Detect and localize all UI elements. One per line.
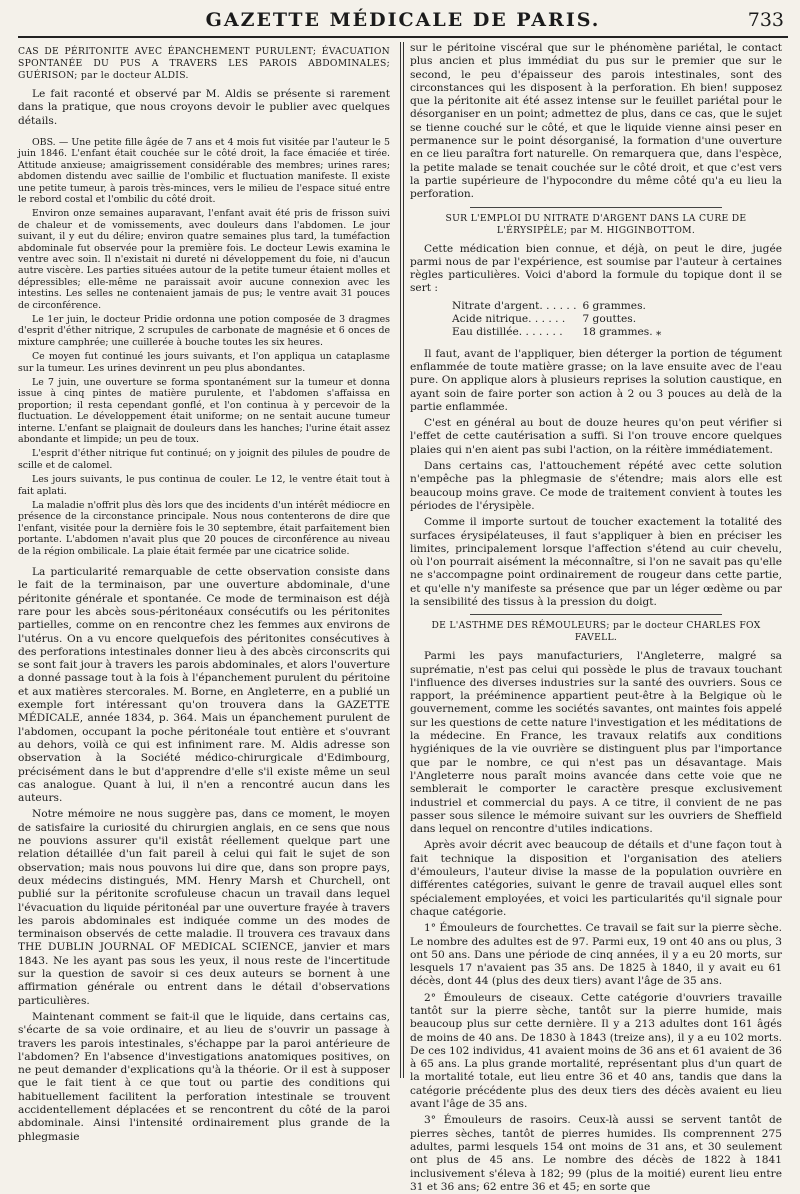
formula-row [452,326,667,339]
article-heading-peritonite: CAS DE PÉRITONITE AVEC ÉPANCHEMENT PURULENT; ÉVACUATION SPONTANÉE DU PUS A TRAVERS LES PAROIS ABDOMINALES; GUÉRISON; par le docteur ALDIS. [18,46,390,81]
body-paragraph-1: La particularité remarquable de cette observation consiste dans le fait de la terminaison, par une ouverture abdominale, d'une péritonite générale et spontanée. Ce mode de terminaison est déjà rare pour les abcès sous-péritonéaux consécutifs ou les péritonites partielles, comme on en rencontre chez les femmes aux environs de l'utérus. On a vu encore quelquefois des péritonites consécutives à des perforations intestinales donner lieu à des abcès circonscrits qui se sont fait jour à travers les parois abdominales, et alors l'ouverture a donné passage tout à la fois à l'épanchement purulent du péritoine et aux matières stercorales. M. Borne, en Angleterre, en a publié un exemple fort intéressant qu'on trouvera dans la GAZETTE MÉDICALE, année 1834, p. 364. Mais un épanchement purulent de l'abdomen, occupant la poche péritonéale tout entière et s'ouvrant au dehors, voilà ce qui est infiniment rare. M. Aldis adresse son observation à la Société médico-chirurgicale d'Edimbourg, précisément dans le but d'apprendre d'elle s'il existe même un seul cas analogue. Quant à lui, il n'en a rencontré aucun dans les auteurs. [18,566,390,805]
journal-title: GAZETTE MÉDICALE DE PARIS. [205,9,601,31]
left-column [18,42,390,1143]
erysipele-paragraph-3: Dans certains cas, l'attouchement répété avec cette solution n'empêche pas la phlegmasie de s'étendre; mais alors elle est beaucoup moins grave. Ce mode de traitement convient à toutes les périodes de l'érysipèle. [410,460,782,512]
erysipele-intro: Cette médication bien connue, et déjà, on peut le dire, jugée parmi nous de par l'expérience, est soumise par l'auteur à certaines règles particulières. Voici d'abord la formule du topique dont il se sert : [410,242,782,295]
section-rule [470,207,722,208]
obs-paragraph-6: L'esprit d'éther nitrique fut continué; on y joignit des pilules de poudre de scille et de calomel. [18,448,390,471]
asthme-paragraph-5: 3° Émouleurs de rasoirs. Ceux-là aussi se servent tantôt de pierres sèches, tantôt de pierres humides. Ils comprennent 275 adultes, parmi lesquels 154 ont moins de 31 ans, et 30 seulement ont plus de 45 ans. Le nombre des décès de 1822 à 1841 inclusivement s'éleva à 182; 99 (plus de la moitié) eurent lieu entre 31 et 36 ans; 62 entre 36 et 45; en sorte que [410,1114,782,1193]
formula-quantity: 18 grammes. ⁎ [582,326,662,339]
obs-paragraph-7: Les jours suivants, le pus continua de couler. Le 12, le ventre était tout à fait aplati. [18,474,390,497]
body-paragraph-3: Maintenant comment se fait-il que le liquide, dans certains cas, s'écarte de sa voie ordinaire, et au lieu de s'ouvrir un passage à travers les parois intestinales, s'échappe par la paroi antérieure de l'abdomen? En l'absence d'investigations anatomiques positives, on ne peut demander d'explications qu'à la théorie. Or il est à supposer que le fait tient à ce que tout ou partie des conditions qui habituellement facilitent la perforation intestinale se trouvent accidentellement déplacées et se rencontrent du côté de la paroi abdominale. Ainsi l'intensité ordinairement plus grande de la phlegmasie [18,1010,390,1143]
asthme-paragraph-3: 1° Émouleurs de fourchettes. Ce travail se fait sur la pierre sèche. Le nombre des adultes est de 97. Parmi eux, 19 ont 40 ans ou plus, 3 ont 50 ans. Dans une période de cinq années, il y a eu 20 morts, sur lesquels 17 n'avaient pas 35 ans. De 1825 à 1840, il y avait eu 61 décès, dont 44 (plus des deux tiers) avant l'âge de 35 ans. [410,922,782,988]
formula-quantity: 6 grammes. [582,299,646,312]
article-heading-asthme: DE L'ASTHME DES RÉMOULEURS; par le docteur CHARLES FOX FAVELL. [431,620,761,644]
page-header [18,6,788,38]
obs-paragraph-4: Ce moyen fut continué les jours suivants, et l'on appliqua un cataplasme sur la tumeur. Les urines devinrent un peu plus abondantes. [18,351,390,374]
obs-paragraph-3: Le 1er juin, le docteur Pridie ordonna une potion composée de 3 dragmes d'esprit d'éther nitrique, 2 scrupules de carbonate de magnésie et 6 onces de mixture camphrée; une cuillerée à bouche toutes les six heures. [18,313,390,348]
right-column [410,42,782,1193]
section-rule [470,614,722,615]
formula-quantity: 7 gouttes. [582,313,637,326]
formula-table [452,300,667,340]
article-heading-erysipele: SUR L'EMPLOI DU NITRATE D'ARGENT DANS LA CURE DE L'ÉRYSIPÈLE; par M. HIGGINBOTTOM. [445,212,747,236]
formula-row [452,300,667,313]
formula-ingredient: Nitrate d'argent. . . . . . [452,299,577,312]
formula-ingredient: Eau distillée. . . . . . . [452,326,563,339]
columns [18,42,788,1193]
body-paragraph-2: Notre mémoire ne nous suggère pas, dans ce moment, le moyen de satisfaire la curiosité du chirurgien anglais, en ce sens que nous ne pouvions assurer qu'il existât réellement quelque part une relation détaillée d'un fait pareil à celui qui fait le sujet de son observation; mais nous pouvons lui dire que, dans son propre pays, deux médecins distingués, MM. Henry Marsh et Churchell, ont publié sur la péritonite scrofuleuse chacun un travail dans lequel l'évacuation du liquide péritonéal par une ouverture frayée à travers les parois abdominales est indiquée comme un des modes de terminaison observés de cette maladie. Il trouvera ces travaux dans THE DUBLIN JOURNAL OF MEDICAL SCIENCE, janvier et mars 1843. Ne les ayant pas sous les yeux, il nous reste de l'incertitude sur la question de savoir si ces deux auteurs se bornent à une affirmation générale ou entrent dans le détail d'observations particulières. [18,808,390,1007]
column-divider [400,42,401,1078]
newspaper-page [18,6,788,1193]
obs-paragraph-2: Environ onze semaines auparavant, l'enfant avait été pris de frisson suivi de chaleur et de vomissements, avec douleurs dans l'abdomen. Le jour suivant, il y eut du délire; environ quatre semaines plus tard, la tuméfaction abdominale fut observée pour la première fois. Le docteur Lewis examina le ventre avec soin. Il n'existait ni dureté ni développement du foie, ni d'aucun autre viscère. Les parties situées autour de la petite tumeur étaient molles et dépressibles; elle-même ne paraissait avoir aucune connexion avec les intestins. Les selles ne contenaient jamais de pus; le ventre avait 31 pouces de circonférence. [18,208,390,311]
asthme-paragraph-2: Après avoir décrit avec beaucoup de détails et d'une façon tout à fait technique la disposition et l'organisation des ateliers d'émouleurs, l'auteur divise la masse de la population ouvrière en différentes catégories, suivant le genre de travail auquel elles sont spécialement employées, et voici les particularités qu'il signale pour chaque catégorie. [410,839,782,918]
intro-paragraph: Le fait raconté et observé par M. Aldis se présente si rarement dans la pratique, que nous croyons devoir le publier avec quelques détails. [18,88,390,127]
erysipele-paragraph-1: Il faut, avant de l'appliquer, bien déterger la portion de tégument enflammée de toute matière grasse; on la lave ensuite avec de l'eau pure. On applique alors à plusieurs reprises la solution caustique, en ayant soin de faire porter son action à 2 ou 3 pouces au delà de la partie enflammée. [410,347,782,413]
obs-paragraph-5: Le 7 juin, une ouverture se forma spontanément sur la tumeur et donna issue à cinq pintes de matière purulente, et l'abdomen s'affaissa en proportion; il resta cependant gonflé, et l'on continua à y percevoir de la fluctuation. Le développement était uniforme; on ne sentait aucune tumeur interne. L'enfant se plaignait de douleurs dans les hanches; l'urine était assez abondante et limpide; un peu de toux. [18,377,390,446]
asthme-paragraph-1: Parmi les pays manufacturiers, l'Angleterre, malgré sa suprématie, n'est pas celui qui possède le plus de travaux touchant l'influence des diverses industries sur la santé des ouvriers. Sous ce rapport, la prééminence appartient peut-être à la Belgique où le gouvernement, comme les sociétés savantes, ont maintes fois appelé sur les questions de cette nature l'investigation et les méditations de la médecine. En France, les travaux relatifs aux conditions hygiéniques de la vie ouvrière se distinguent plus par l'importance que par le nombre, ce qui n'est pas un désavantage. Mais l'Angleterre nous paraît moins avancée dans cette voie que ne semblerait le comporter le caractère presque exclusivement industriel et commercial du pays. A ce titre, il convient de ne pas passer sous silence le mémoire suivant sur les ouvriers de Sheffield dans lequel on rencontre d'utiles indications. [410,650,782,836]
asthme-paragraph-4: 2° Émouleurs de ciseaux. Cette catégorie d'ouvriers travaille tantôt sur la pierre sèche, tantôt sur la pierre humide, mais beaucoup plus sur cette dernière. Il y a 213 adultes dont 161 âgés de moins de 40 ans. De 1830 à 1843 (treize ans), il y a eu 102 morts. De ces 102 individus, 41 avaient moins de 36 ans et 61 avaient de 36 à 65 ans. La plus grande mortalité, représentant plus d'un quart de la mortalité totale, eut lieu entre 36 et 40 ans, tandis que dans la catégorie précédente plus des deux tiers des décès avaient eu lieu avant l'âge de 35 ans. [410,991,782,1111]
continuation-paragraph: sur le péritoine viscéral que sur le phénomène pariétal, le contact plus ancien et plus immédiat du pus sur le premier que sur le second, le peu d'épaisseur des parois intestinales, sont des circonstances qui les disposent à la perforation. Eh bien! supposez que la péritonite ait été assez intense sur le feuillet pariétal pour le désorganiser en un point; admettez de plus, dans ce cas, que le sujet se tienne couché sur le côté, et que le liquide vienne ainsi peser en permanence sur le point désorganisé, la formation d'une ouverture en ce lieu paraîtra fort naturelle. On remarquera que, dans l'espèce, la petite malade se tenait couchée sur le côté droit, et que c'est vers la partie supérieure de l'hypocondre du même côté qu'a eu lieu la perforation. [410,42,782,201]
column-divider [403,42,404,1078]
formula-row [452,313,667,326]
erysipele-paragraph-2: C'est en général au bout de douze heures qu'on peut vérifier si l'effet de cette cautérisation a suffi. Si l'on trouve encore quelques plaies qui n'en aient pas subi l'action, on la réitère immédiatement. [410,417,782,456]
obs-paragraph-8: La maladie n'offrit plus dès lors que des incidents d'un intérêt médiocre en présence de la circonstance principale. Nous nous contenterons de dire que l'enfant, visitée pour la dernière fois le 30 septembre, était parfaitement bien portante. L'abdomen n'avait plus que 20 pouces de circonférence au niveau de la région ombilicale. La plaie était fermée par une cicatrice solide. [18,500,390,557]
page-number: 733 [747,9,784,31]
formula-ingredient: Acide nitrique. . . . . . [452,313,566,326]
erysipele-paragraph-4: Comme il importe surtout de toucher exactement la totalité des surfaces érysipélateuses, il faut s'appliquer à bien en préciser les limites, principalement lorsque l'affection s'étend au cuir chevelu, où l'on pourrait aisément la méconnaître, si l'on ne savait pas qu'elle ne s'accompagne point ordinairement de rougeur dans cette partie, et qu'elle n'y manifeste sa présence que par un léger œdème ou par la sensibilité des tissus à la pression du doigt. [410,516,782,608]
obs-paragraph-1: OBS. — Une petite fille âgée de 7 ans et 4 mois fut visitée par l'auteur le 5 juin 1846. L'enfant était couchée sur le côté droit, la face émaciée et tirée. Attitude anxieuse; amaigrissement considérable des membres; urines rares; abdomen distendu avec saillie de l'ombilic et fluctuation manifeste. Il existe une petite tumeur, à parois très-minces, vers le milieu de l'espace situé entre le rebord costal et l'ombilic du côté droit. [18,136,390,205]
